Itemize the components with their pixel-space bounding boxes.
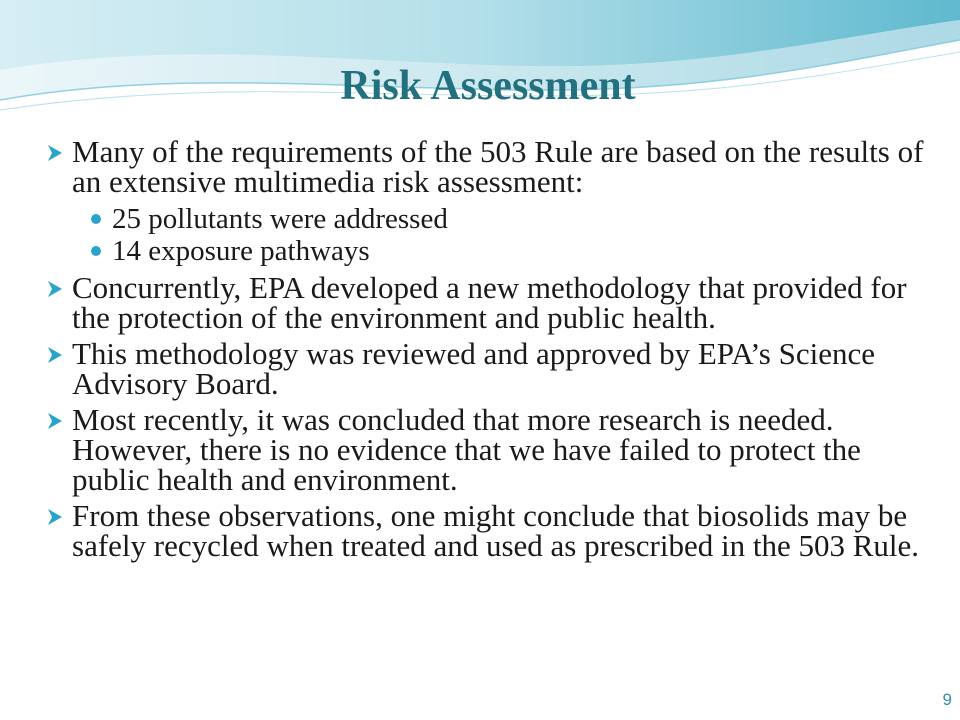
bullet-item [46,498,926,563]
bullet-item [46,336,926,401]
bullet-item [46,134,926,199]
arrow-bullet-icon [46,412,64,430]
dot-bullet-icon [91,214,101,224]
sub-bullet-item [46,203,926,235]
bullet-text: From these observations, one might conclude that biosolids may be safely recycled when treated and used as prescribed in the 503 Rule. [72,498,920,563]
arrow-bullet-icon [46,508,64,526]
slide-title: Risk Assessment [340,63,636,109]
dot-bullet-icon [91,246,101,256]
bullet-list [46,134,926,567]
bullet-item [46,270,926,335]
sub-bullet-text: 14 exposure pathways [112,235,370,267]
bullet-text: Many of the requirements of the 503 Rule are based on the results of an extensive multimedia risk assessment: [72,134,924,199]
arrow-bullet-icon [46,346,64,364]
page-number: 9 [942,690,952,709]
sub-bullet-list [46,203,926,267]
bullet-text: Most recently, it was concluded that more research is needed. However, there is no evidence that we have failed to protect the public health and environment. [72,402,861,497]
bullet-text: Concurrently, EPA developed a new methodology that provided for the protection of the environment and public health. [72,270,907,335]
arrow-bullet-icon [46,280,64,298]
sub-bullet-item [46,235,926,267]
arrow-bullet-icon [46,144,64,162]
bullet-item [46,402,926,497]
sub-bullet-text: 25 pollutants were addressed [112,203,448,235]
bullet-text: This methodology was reviewed and approved by EPA’s Science Advisory Board. [72,336,875,401]
